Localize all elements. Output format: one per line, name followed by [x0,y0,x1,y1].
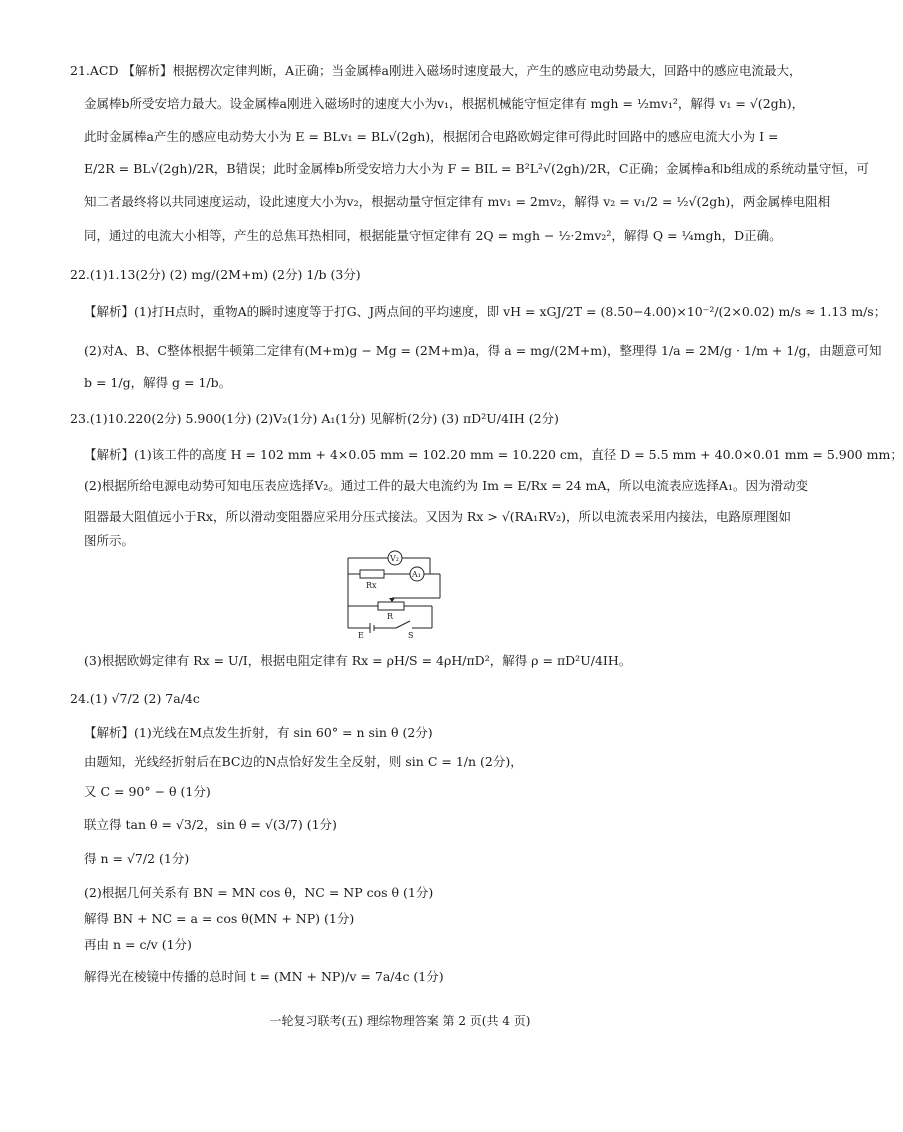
q24-line-2: 由题知，光线经折射后在BC边的N点恰好发生全反射，则 sin C = 1/n (2分)， [84,754,523,769]
rheostat-label: R [387,612,394,621]
voltmeter-label: V₂ [390,554,399,563]
q24-line-9: 解得光在棱镜中传播的总时间 t = (MN + NP)/v = 7a/4c (1分) [84,969,444,984]
q23-line-3: 阻器最大阻值远小于Rx，所以滑动变阻器应采用分压式接法。又因为 Rx > √(RA₁RV₂)，所以电流表采用内接法，电路原理图如 [84,509,791,524]
q24-line-1: 【解析】(1)光线在M点发生折射，有 sin 60° = n sin θ (2分) [84,725,433,740]
ammeter-label: A₁ [412,570,421,579]
page-footer: 一轮复习联考(五) 理综物理答案 第 2 页(共 4 页) [269,1014,531,1028]
q24-line-4: 联立得 tan θ = √3/2，sin θ = √(3/7) (1分) [84,817,337,832]
q21-line-3: 此时金属棒a产生的感应电动势大小为 E = BLv₁ = BL√(2gh)，根据闭合电路欧姆定律可得此时回路中的感应电流大小为 I = [84,129,779,144]
q24-line-3: 又 C = 90° − θ (1分) [84,784,211,799]
source-label: E [358,631,364,640]
q21-line-5: 知二者最终将以共同速度运动，设此速度大小为v₂，根据动量守恒定律有 mv₁ = 2mv₂，解得 v₂ = v₁/2 = ½√(2gh)，两金属棒电阻相 [84,194,831,209]
q24-line-5: 得 n = √7/2 (1分) [84,851,190,866]
q24-line-7: 解得 BN + NC = a = cos θ(MN + NP) (1分) [84,911,355,926]
circuit-diagram [330,548,450,640]
q22-answer: 22.(1)1.13(2分) (2) mg/(2M+m) (2分) 1/b (3分) [70,267,361,282]
q22-line-3: b = 1/g，解得 g = 1/b。 [84,375,232,390]
q24-line-8: 再由 n = c/v (1分) [84,937,192,952]
q22-line-2: (2)对A、B、C整体根据牛顿第二定律有(M+m)g − Mg = (2M+m)a，得 a = mg/(2M+m)，整理得 1/a = 2M/g · 1/m + 1/g，由题意可知 [84,343,882,358]
q23-line-4: 图所示。 [84,533,135,548]
q24-line-6: (2)根据几何关系有 BN = MN cos θ，NC = NP cos θ (1分) [84,885,434,900]
q21-line-4: E/2R = BL√(2gh)/2R，B错误；此时金属棒b所受安培力大小为 F = BIL = B²L²√(2gh)/2R，C正确；金属棒a和b组成的系统动量守恒，可 [84,161,869,176]
q22-line-1: 【解析】(1)打H点时，重物A的瞬时速度等于打G、J两点间的平均速度，即 vH = xGJ/2T = (8.50−4.00)×10⁻²/(2×0.02) m/s ≈ 1.13 m/s； [84,304,887,319]
switch-label: S [408,631,414,640]
q23-answer: 23.(1)10.220(2分) 5.900(1分) (2)V₂(1分) A₁(1分) 见解析(2分) (3) πD²U/4IH (2分) [70,411,559,426]
q23-line-1: 【解析】(1)该工件的高度 H = 102 mm + 4×0.05 mm = 102.20 mm = 10.220 cm，直径 D = 5.5 mm + 40.0×0.01 mm = 5.900 mm； [84,447,903,462]
q21-line-6: 同，通过的电流大小相等，产生的总焦耳热相同，根据能量守恒定律有 2Q = mgh − ½·2mv₂²，解得 Q = ¼mgh，D正确。 [84,228,782,243]
q21-line-2: 金属棒b所受安培力最大。设金属棒a刚进入磁场时的速度大小为v₁，根据机械能守恒定律有 mgh = ½mv₁²，解得 v₁ = √(2gh)， [84,96,805,111]
q21-line-1: 21.ACD 【解析】根据楞次定律判断，A正确；当金属棒a刚进入磁场时速度最大，产生的感应电动势最大，回路中的感应电流最大， [70,63,802,78]
q23-line-5: (3)根据欧姆定律有 Rx = U/I，根据电阻定律有 Rx = ρH/S = 4ρH/πD²，解得 ρ = πD²U/4IH。 [84,653,632,668]
q24-answer: 24.(1) √7/2 (2) 7a/4c [70,691,200,706]
rx-label: Rx [366,581,377,590]
q23-line-2: (2)根据所给电源电动势可知电压表应选择V₂。通过工件的最大电流约为 Im = E/Rx = 24 mA，所以电流表应选择A₁。因为滑动变 [84,478,808,493]
rheostat [378,602,404,610]
rx-resistor [360,570,384,578]
